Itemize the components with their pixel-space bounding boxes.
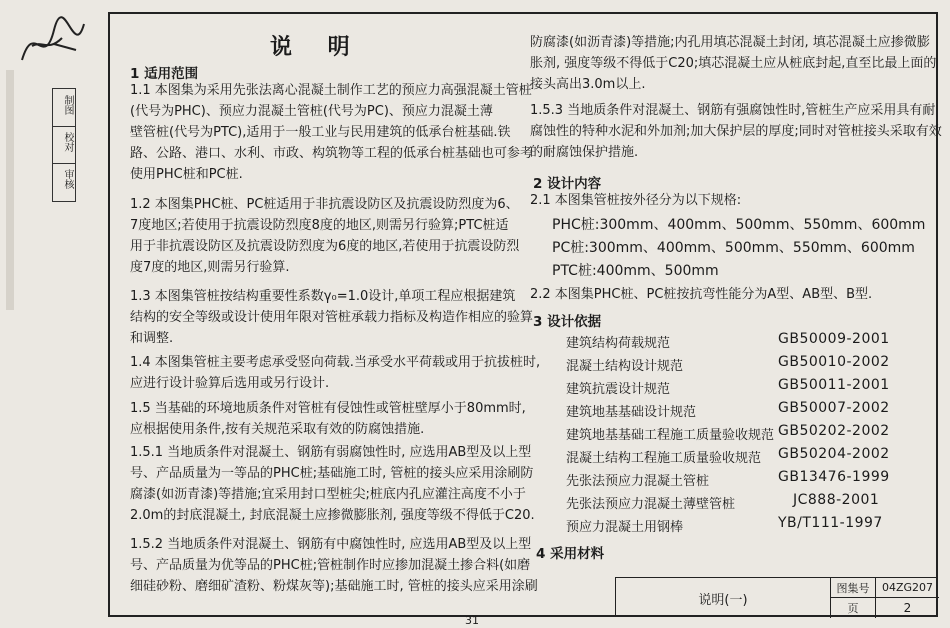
standard-name: 先张法预应力混凝土管桩	[566, 474, 710, 489]
paragraph-1-1	[130, 80, 533, 185]
line: 1.4 本图集管桩主要考虑承受竖向荷载.当承受水平荷载或用于抗拔桩时,	[130, 355, 541, 370]
line: 1.5.3 当地质条件对混凝土、钢筋有强腐蚀性时,管桩生产应采用具有耐	[530, 103, 936, 118]
line: (代号为PHC)、预应力混凝土管桩(代号为PC)、预应力混凝土薄	[130, 104, 493, 119]
line: 1.5.2 当地质条件对混凝土、钢筋有中腐蚀性时, 应选用AB型及以上型	[130, 537, 532, 552]
line: 胀剂, 强度等级不得低于C20;填芯混凝土应从桩底封起,直至比最上面的	[530, 56, 937, 71]
binding-strip	[0, 60, 26, 320]
margin-label-review: 审核	[62, 169, 73, 189]
standard-name: 建筑地基基础工程施工质量验收规范	[566, 428, 775, 443]
paragraph-2-2: 2.2 本图集PHC桩、PC桩按抗弯性能分为A型、AB型、B型.	[530, 287, 873, 302]
line: 使用PHC桩和PC桩.	[130, 167, 243, 182]
standard-name: 建筑抗震设计规范	[566, 382, 671, 397]
atlas-number: 04ZG207	[876, 578, 939, 598]
standard-name: 先张法预应力混凝土薄壁管桩	[566, 497, 736, 512]
spec-ptc: PTC桩:400mm、500mm	[552, 263, 719, 279]
margin-label-draft: 制图	[62, 95, 73, 115]
paragraph-1-5	[130, 398, 526, 440]
line: 1.5.1 当地质条件对混凝土、钢筋有弱腐蚀性时, 应选用AB型及以上型	[130, 445, 532, 460]
spec-phc: PHC桩:300mm、400mm、500mm、550mm、600mm	[552, 217, 926, 233]
standard-code: GB50202-2002	[778, 423, 890, 439]
line: 号、产品质量为优等品的PHC桩;管桩制作时应掺加混凝土掺合料(如磨	[130, 558, 531, 573]
line: 度7度的地区,则需另行验算.	[130, 260, 290, 275]
line: 防腐漆(如沥青漆)等措施;内孔用填芯混凝土封闭, 填芯混凝土应掺微膨	[530, 35, 930, 50]
page-title: 说 明	[270, 35, 364, 60]
line: 1.5 当基础的环境地质条件对管桩有侵蚀性或管桩壁厚小于80mm时,	[130, 401, 526, 416]
standard-name: 混凝土结构设计规范	[566, 359, 684, 374]
line: 号、产品质量为一等品的PHC桩;基础施工时, 管桩的接头应采用涂刷防	[130, 466, 534, 481]
handwritten-signature	[14, 10, 102, 74]
title-block	[615, 577, 938, 617]
page-number: 2	[903, 601, 912, 615]
page-label: 页	[831, 598, 876, 618]
line: 和调整.	[130, 331, 174, 346]
line: 细硅砂粉、磨细矿渣粉、粉煤灰等);基础施工时, 管桩的接头应采用涂刷	[130, 579, 538, 594]
line: 腐漆(如沥青漆)等措施;宜采用封口型桩尖;桩底内孔应灌注高度不小于	[130, 487, 526, 502]
line: 壁管桩(代号为PTC),适用于一般工业与民用建筑的低承台桩基础.铁	[130, 125, 511, 140]
line: 7度地区;若使用于抗震设防烈度8度的地区,则需另行验算;PTC桩适	[130, 218, 509, 233]
section-2-heading: 2 设计内容	[533, 176, 602, 192]
standard-code: GB50204-2002	[778, 446, 890, 462]
standard-code: GB13476-1999	[778, 469, 890, 485]
standard-code: GB50007-2002	[778, 400, 890, 416]
atlas-number-label: 图集号	[831, 578, 876, 598]
sheet-name: 说明(一)	[616, 578, 831, 618]
paragraph-1-5-3	[530, 100, 942, 163]
paragraph-1-5-1	[130, 442, 535, 526]
standard-code: GB50009-2001	[778, 331, 890, 347]
line: 1.1 本图集为采用先张法离心混凝土制作工艺的预应力高强混凝土管桩	[130, 83, 532, 98]
line: 应进行设计验算后选用或另行设计.	[130, 376, 330, 391]
line: 应根据使用条件,按有关规范采取有效的防腐蚀措施.	[130, 422, 425, 437]
standard-code: YB/T111-1997	[778, 515, 883, 531]
paragraph-1-3	[130, 286, 533, 349]
line: 路、公路、港口、水利、市政、构筑物等工程的低承台桩基础也可参考	[130, 146, 534, 161]
standard-name: 预应力混凝土用钢棒	[566, 520, 684, 535]
paragraph-2-1: 2.1 本图集管桩按外径分为以下规格:	[530, 193, 742, 208]
print-page-number: 31	[465, 614, 479, 627]
line: 2.0m的封底混凝土, 封底混凝土应掺微膨胀剂, 强度等级不得低于C20.	[130, 508, 535, 523]
standard-code: JC888-2001	[793, 492, 880, 508]
paragraph-1-2	[130, 194, 519, 278]
pile-spec-list	[552, 214, 925, 283]
standard-code: GB50010-2002	[778, 354, 890, 370]
line: 的耐腐蚀保护措施.	[530, 145, 639, 160]
review-stamp-column	[52, 88, 76, 202]
margin-label-check: 校对	[62, 132, 73, 152]
paragraph-1-4	[130, 352, 540, 394]
spec-pc: PC桩:300mm、400mm、500mm、550mm、600mm	[552, 240, 915, 256]
paragraph-1-5-2	[130, 534, 538, 597]
line: 结构的安全等级或设计使用年限对管桩承载力指标及构造作相应的验算	[130, 310, 534, 325]
line: 腐蚀性的特种水泥和外加剂;加大保护层的厚度;同时对管桩接头采取有效	[530, 124, 942, 139]
line: 1.3 本图集管桩按结构重要性系数γ₀=1.0设计,单项工程应根据建筑	[130, 289, 516, 304]
standard-name: 建筑地基基础设计规范	[566, 405, 697, 420]
line: 接头高出3.0m以上.	[530, 77, 646, 92]
section-1-heading: 1 适用范围	[130, 66, 199, 82]
paragraph-1-5-2-continued	[530, 32, 936, 95]
section-4-heading: 4 采用材料	[536, 546, 605, 562]
standard-name: 混凝土结构工程施工质量验收规范	[566, 451, 762, 466]
section-3-heading: 3 设计依据	[533, 314, 602, 330]
standard-name: 建筑结构荷载规范	[566, 336, 671, 351]
standard-code: GB50011-2001	[778, 377, 890, 393]
line: 1.2 本图集PHC桩、PC桩适用于非抗震设防区及抗震设防烈度为6、	[130, 197, 519, 212]
line: 用于非抗震设防区及抗震设防烈度为6度的地区,若使用于抗震设防烈	[130, 239, 520, 254]
